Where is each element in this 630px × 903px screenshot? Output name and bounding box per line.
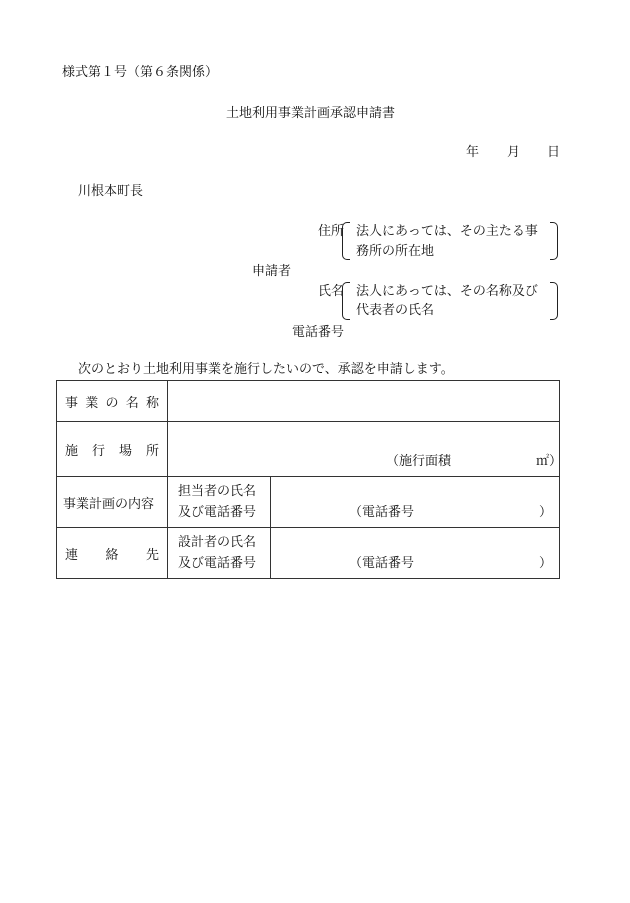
input-designer-contact[interactable]: [271, 528, 560, 579]
label-designer-contact: 設計者の氏名 及び電話番号: [168, 528, 271, 579]
addressee: 川根本町長: [78, 184, 144, 199]
form-number: 様式第１号（第６条関係）: [62, 65, 219, 80]
input-project-name[interactable]: [168, 381, 560, 422]
document-title: 土地利用事業計画承認申請書: [226, 106, 396, 121]
application-table: [56, 380, 563, 579]
date-month: 月: [507, 145, 521, 160]
name-bracket-right: [550, 282, 558, 320]
table-row-site: [57, 422, 560, 477]
input-plan-contact[interactable]: [271, 477, 560, 528]
address-bracket-right: [550, 222, 558, 260]
plan-phone-close: ）: [539, 505, 553, 520]
site-area-unit: ㎡）: [536, 454, 563, 469]
address-note-line2: 務所の所在地: [356, 244, 435, 259]
name-note-line2: 代表者の氏名: [356, 303, 435, 318]
input-site[interactable]: [168, 422, 563, 477]
site-area-label: （施行面積: [386, 454, 452, 469]
designer-phone-label: （電話番号: [349, 556, 415, 571]
address-label: 住所: [318, 224, 345, 239]
designer-phone-close: ）: [539, 556, 553, 571]
phone-label: 電話番号: [292, 325, 345, 340]
label-plan: 事業計画の内容: [57, 477, 168, 528]
address-bracket-left: [342, 222, 350, 260]
table-row-contact: [57, 528, 560, 579]
label-project-name: 事 業 の 名 称: [57, 381, 168, 422]
statement: 次のとおり土地利用事業を施行したいので、承認を申請します。: [78, 362, 454, 377]
table-row-plan: [57, 477, 560, 528]
plan-phone-label: （電話番号: [349, 505, 415, 520]
date-year: 年: [466, 145, 480, 160]
name-label: 氏名: [318, 284, 345, 299]
name-bracket-left: [342, 282, 350, 320]
address-note-line1: 法人にあっては、その主たる事: [356, 224, 538, 239]
label-plan-contact: 担当者の氏名 及び電話番号: [168, 477, 271, 528]
applicant-label: 申請者: [252, 264, 292, 279]
label-contact: 連 絡 先: [57, 528, 168, 579]
label-site: 施 行 場 所: [57, 422, 168, 477]
table-row-project-name: [57, 381, 560, 422]
name-note-line1: 法人にあっては、その名称及び: [356, 284, 538, 299]
date-day: 日: [547, 145, 561, 160]
